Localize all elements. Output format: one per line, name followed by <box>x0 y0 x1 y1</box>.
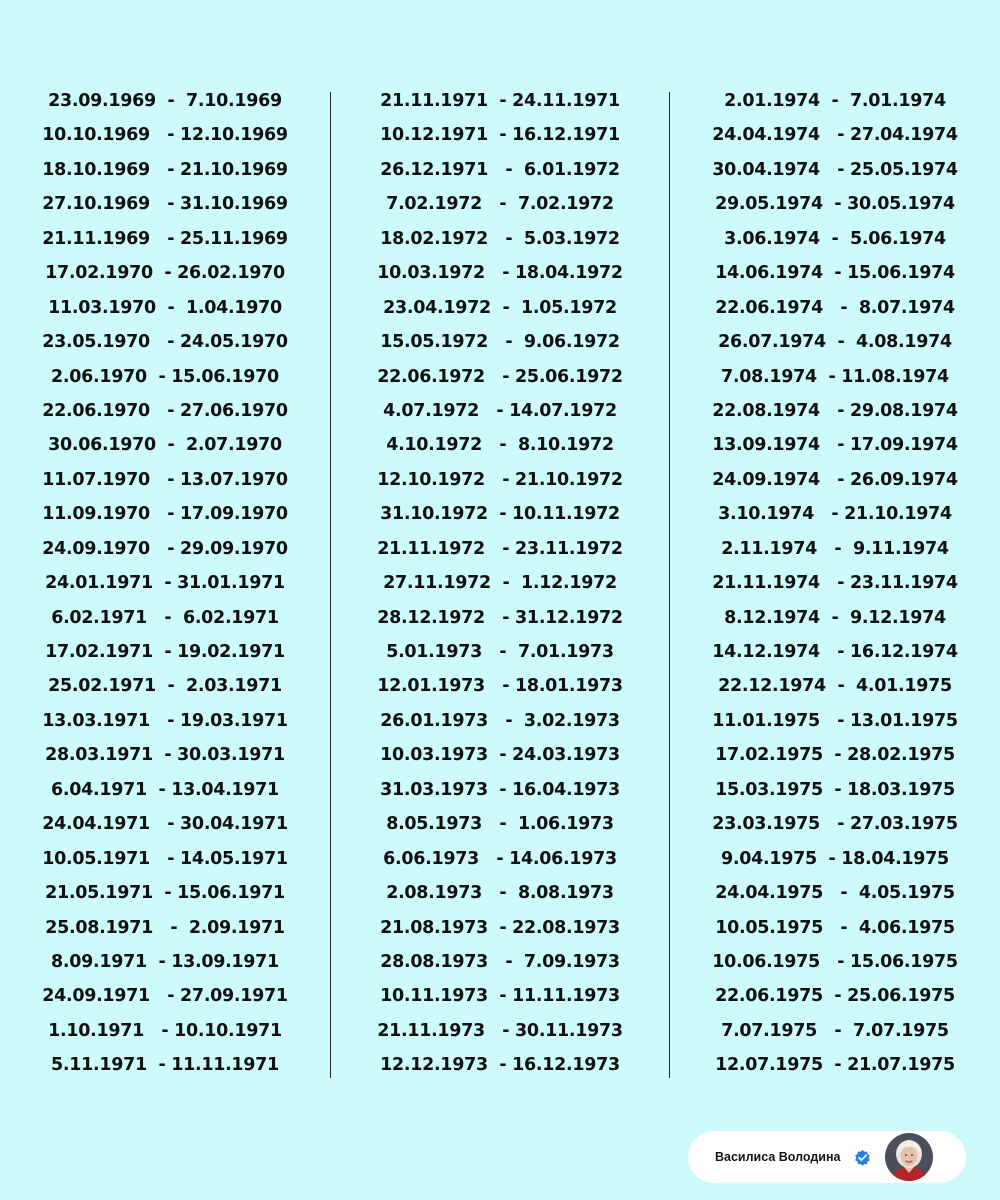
date-range: 21.05.1971 - 15.06.1971 <box>45 883 285 904</box>
date-range: 22.06.1972 - 25.06.1972 <box>377 366 623 387</box>
date-range: 15.03.1975 - 18.03.1975 <box>715 779 955 800</box>
date-range: 23.05.1970 - 24.05.1970 <box>42 332 288 353</box>
date-range: 24.09.1971 - 27.09.1971 <box>42 986 288 1007</box>
date-range: 5.01.1973 - 7.01.1973 <box>386 642 614 662</box>
date-ranges-table <box>0 84 1000 1084</box>
date-range: 25.08.1971 - 2.09.1971 <box>45 917 285 938</box>
date-range: 6.06.1973 - 14.06.1973 <box>383 848 617 869</box>
column-1974-1975 <box>670 84 1000 1083</box>
column-divider-right <box>669 92 670 1078</box>
date-range: 21.11.1973 - 30.11.1973 <box>377 1020 623 1041</box>
date-range: 13.03.1971 - 19.03.1971 <box>42 710 288 731</box>
avatar[interactable] <box>885 1133 933 1181</box>
date-range: 25.02.1971 - 2.03.1971 <box>48 676 282 697</box>
date-range: 18.10.1969 - 21.10.1969 <box>42 159 288 180</box>
date-range: 10.10.1969 - 12.10.1969 <box>42 125 288 146</box>
date-range: 12.12.1973 - 16.12.1973 <box>380 1055 620 1076</box>
date-range: 24.04.1975 - 4.05.1975 <box>715 883 955 904</box>
date-range: 7.08.1974 - 11.08.1974 <box>721 366 949 387</box>
date-range: 26.01.1973 - 3.02.1973 <box>380 710 620 731</box>
date-range: 2.11.1974 - 9.11.1974 <box>721 538 949 559</box>
date-range: 12.10.1972 - 21.10.1972 <box>377 469 623 490</box>
date-range: 31.10.1972 - 10.11.1972 <box>380 504 620 525</box>
author-name: Василиса Володина <box>715 1150 841 1164</box>
date-range: 11.09.1970 - 17.09.1970 <box>42 504 288 525</box>
date-range: 24.09.1974 - 26.09.1974 <box>712 469 958 490</box>
author-badge[interactable] <box>688 1131 966 1183</box>
date-range: 23.09.1969 - 7.10.1969 <box>48 91 282 111</box>
date-range: 10.11.1973 - 11.11.1973 <box>380 986 620 1007</box>
date-range: 8.12.1974 - 9.12.1974 <box>724 607 946 628</box>
date-range: 12.01.1973 - 18.01.1973 <box>377 676 623 697</box>
date-range: 6.02.1971 - 6.02.1971 <box>51 607 279 628</box>
date-range: 26.07.1974 - 4.08.1974 <box>718 332 952 353</box>
date-range: 22.06.1975 - 25.06.1975 <box>715 986 955 1007</box>
date-range: 27.11.1972 - 1.12.1972 <box>383 573 617 594</box>
date-range: 1.10.1971 - 10.10.1971 <box>48 1020 282 1041</box>
date-range: 26.12.1971 - 6.01.1972 <box>380 159 620 180</box>
date-range: 22.12.1974 - 4.01.1975 <box>718 676 952 697</box>
date-range: 10.05.1971 - 14.05.1971 <box>42 848 288 869</box>
date-range: 17.02.1975 - 28.02.1975 <box>715 745 955 766</box>
column-divider-left <box>330 92 331 1078</box>
date-range: 21.11.1972 - 23.11.1972 <box>377 538 623 559</box>
date-range: 7.07.1975 - 7.07.1975 <box>721 1020 949 1041</box>
date-range: 15.05.1972 - 9.06.1972 <box>380 332 620 353</box>
date-range: 3.10.1974 - 21.10.1974 <box>718 504 952 525</box>
date-range: 4.10.1972 - 8.10.1972 <box>386 435 614 456</box>
date-range: 8.09.1971 - 13.09.1971 <box>51 951 279 972</box>
date-range: 24.04.1971 - 30.04.1971 <box>42 814 288 835</box>
date-range: 22.06.1974 - 8.07.1974 <box>715 297 955 318</box>
date-range: 10.03.1973 - 24.03.1973 <box>380 745 620 766</box>
date-range: 2.06.1970 - 15.06.1970 <box>51 366 279 387</box>
column-1971-1973 <box>332 84 668 1083</box>
date-range: 22.08.1974 - 29.08.1974 <box>712 400 958 421</box>
column-1969-1971 <box>0 84 330 1083</box>
date-range: 7.02.1972 - 7.02.1972 <box>386 194 614 215</box>
date-range: 28.08.1973 - 7.09.1973 <box>380 951 620 972</box>
date-range: 21.11.1971 - 24.11.1971 <box>380 91 620 111</box>
date-range: 3.06.1974 - 5.06.1974 <box>724 228 946 249</box>
date-range: 14.06.1974 - 15.06.1974 <box>715 263 955 284</box>
date-range: 24.01.1971 - 31.01.1971 <box>45 573 285 594</box>
date-range: 21.08.1973 - 22.08.1973 <box>380 917 620 938</box>
date-range: 22.06.1970 - 27.06.1970 <box>42 400 288 421</box>
date-range: 23.04.1972 - 1.05.1972 <box>383 297 617 318</box>
date-range: 11.03.1970 - 1.04.1970 <box>48 297 282 318</box>
date-range: 11.01.1975 - 13.01.1975 <box>712 710 958 731</box>
date-range: 24.09.1970 - 29.09.1970 <box>42 538 288 559</box>
date-range: 21.11.1969 - 25.11.1969 <box>42 228 288 249</box>
date-range: 30.04.1974 - 25.05.1974 <box>712 159 958 180</box>
date-range: 28.12.1972 - 31.12.1972 <box>377 607 623 628</box>
date-range: 5.11.1971 - 11.11.1971 <box>51 1055 279 1076</box>
date-range: 30.06.1970 - 2.07.1970 <box>48 435 282 456</box>
verified-check-icon <box>854 1149 871 1166</box>
date-range: 27.10.1969 - 31.10.1969 <box>42 194 288 215</box>
date-range: 2.08.1973 - 8.08.1973 <box>386 883 614 904</box>
date-range: 24.04.1974 - 27.04.1974 <box>712 125 958 146</box>
date-range: 8.05.1973 - 1.06.1973 <box>386 814 614 835</box>
date-range: 4.07.1972 - 14.07.1972 <box>383 400 617 421</box>
date-range: 21.11.1974 - 23.11.1974 <box>712 573 958 594</box>
date-range: 23.03.1975 - 27.03.1975 <box>712 814 958 835</box>
date-range: 13.09.1974 - 17.09.1974 <box>712 435 958 456</box>
date-range: 14.12.1974 - 16.12.1974 <box>712 642 958 662</box>
date-range: 2.01.1974 - 7.01.1974 <box>724 91 946 111</box>
date-range: 29.05.1974 - 30.05.1974 <box>715 194 955 215</box>
date-range: 9.04.1975 - 18.04.1975 <box>721 848 949 869</box>
date-range: 28.03.1971 - 30.03.1971 <box>45 745 285 766</box>
date-range: 10.03.1972 - 18.04.1972 <box>377 263 623 284</box>
date-range: 11.07.1970 - 13.07.1970 <box>42 469 288 490</box>
date-range: 18.02.1972 - 5.03.1972 <box>380 228 620 249</box>
date-range: 17.02.1971 - 19.02.1971 <box>45 642 285 662</box>
date-range: 31.03.1973 - 16.04.1973 <box>380 779 620 800</box>
date-range: 12.07.1975 - 21.07.1975 <box>715 1055 955 1076</box>
date-range: 10.05.1975 - 4.06.1975 <box>715 917 955 938</box>
date-range: 17.02.1970 - 26.02.1970 <box>45 263 285 284</box>
date-range: 10.06.1975 - 15.06.1975 <box>712 951 958 972</box>
avatar-portrait <box>885 1133 933 1181</box>
date-range: 10.12.1971 - 16.12.1971 <box>380 125 620 146</box>
date-range: 6.04.1971 - 13.04.1971 <box>51 779 279 800</box>
